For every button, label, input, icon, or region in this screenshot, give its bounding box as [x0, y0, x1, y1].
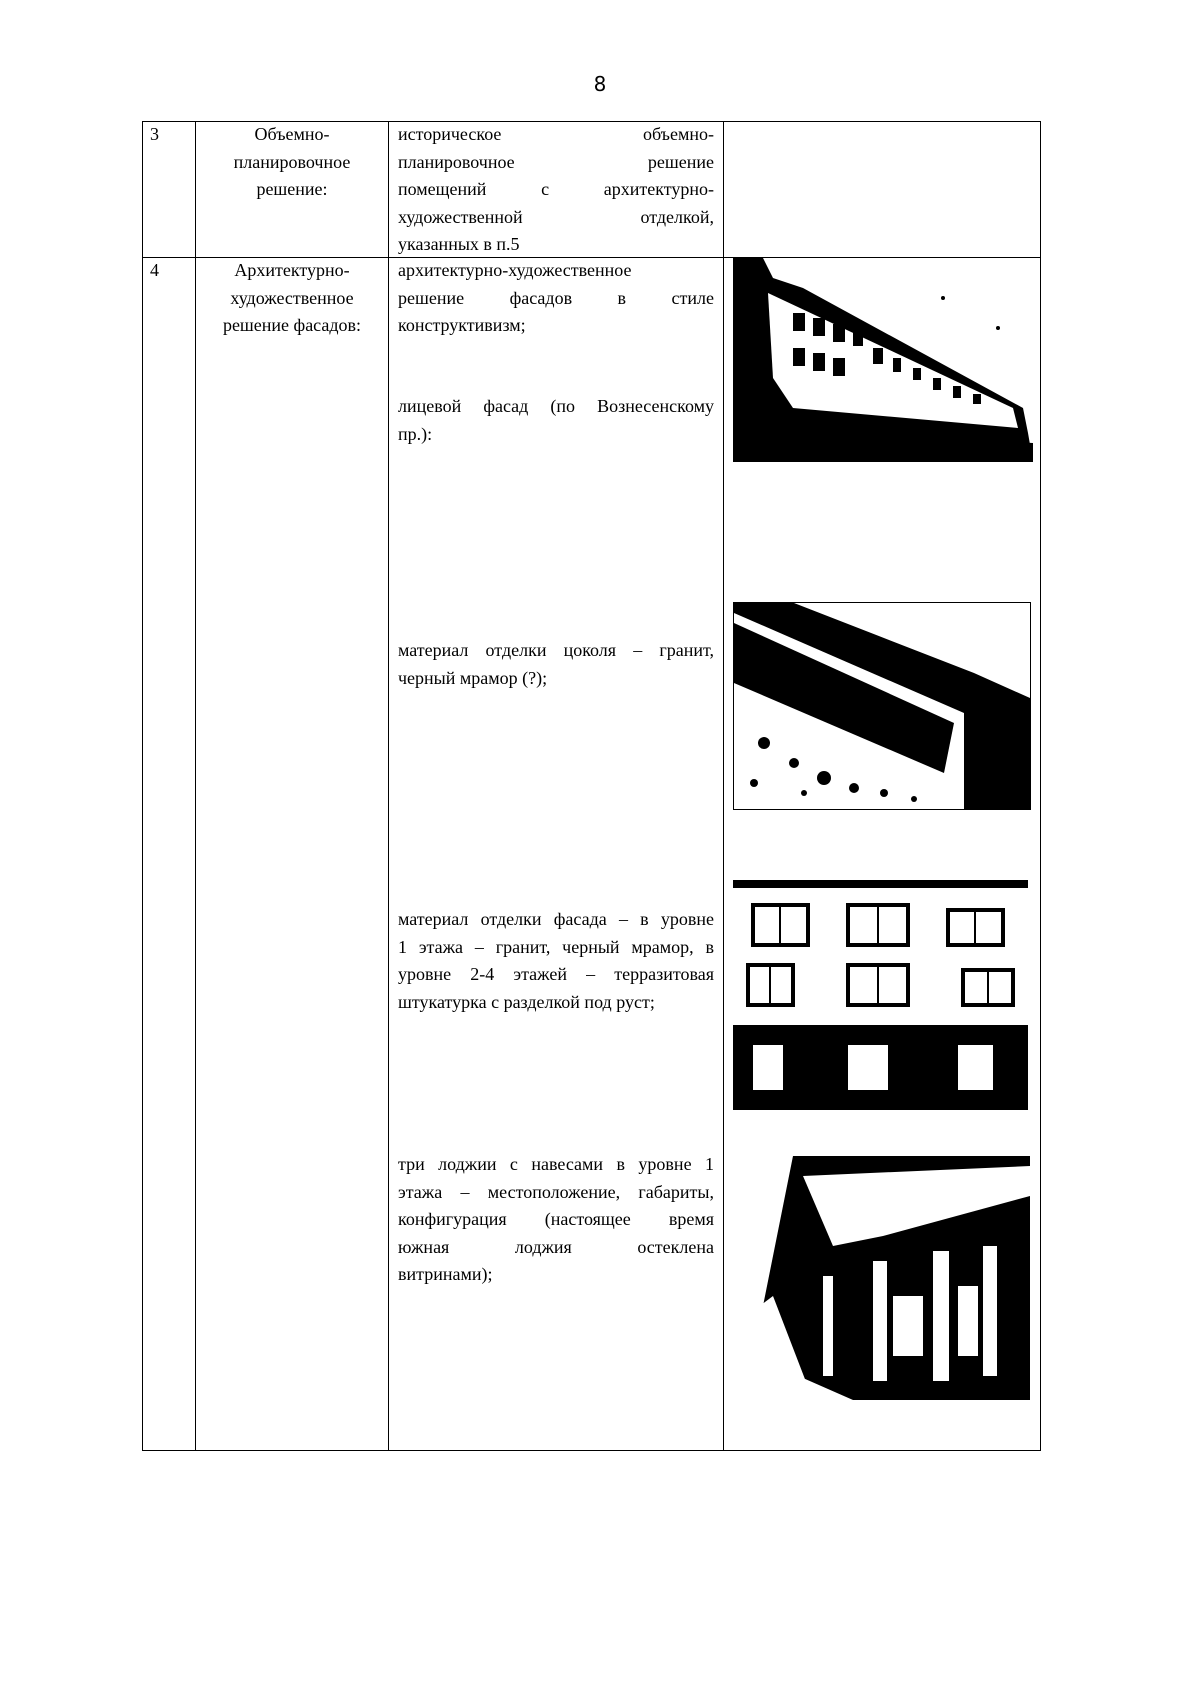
description-line: конструктивизм; [398, 315, 526, 335]
row-title-line: художественное [230, 287, 354, 308]
row-title-line: Архитектурно- [234, 260, 350, 280]
loggia-photo [733, 1156, 1030, 1400]
description-line: три лоджии с навесами в уровне 1 [398, 1154, 714, 1174]
description-line: планировочное решение [398, 151, 714, 172]
description-line: южная лоджия остеклена [398, 1236, 714, 1257]
plinth-detail-photo [733, 602, 1031, 810]
description-line: уровне 2-4 этажей – терразитовая [398, 964, 714, 984]
row-description [398, 121, 714, 259]
description-line: решение фасадов в стиле [398, 287, 714, 308]
facade-material-text [398, 906, 714, 1016]
building-perspective-photo [733, 258, 1033, 462]
column-divider [723, 121, 724, 1451]
page-number: 8 [593, 72, 607, 96]
row-title-line: планировочное [233, 151, 351, 172]
plinth-material-text [398, 637, 714, 692]
row-title [200, 121, 384, 204]
row-number: 3 [150, 124, 159, 144]
row-number: 4 [150, 260, 159, 280]
description-line: этажа – местоположение, габариты, [398, 1181, 714, 1202]
row-title-line: Объемно- [254, 124, 330, 144]
description-line: витринами); [398, 1264, 493, 1284]
description-line: помещений с архитектурно- [398, 179, 714, 199]
facade-windows-photo [733, 880, 1028, 1110]
column-divider [388, 121, 389, 1451]
row-title-line: решение фасадов: [222, 315, 362, 335]
description-line: материал отделки цоколя – гранит, [398, 640, 714, 660]
description-line: указанных в п.5 [398, 234, 520, 254]
loggia-text [398, 1151, 714, 1289]
facade-style-text [398, 257, 714, 340]
row-title [200, 257, 384, 340]
description-line: 1 этажа – гранит, черный мрамор, в [398, 936, 714, 957]
description-line: историческое объемно- [398, 124, 714, 144]
table-border-right [1040, 121, 1041, 1451]
description-line: лицевой фасад (по Вознесенскому [398, 396, 714, 416]
description-line: штукатурка с разделкой под руст; [398, 991, 655, 1012]
description-line: материал отделки фасада – в уровне [398, 909, 714, 929]
description-line: черный мрамор (?); [398, 667, 548, 688]
main-facade-text [398, 393, 714, 448]
table-border-left [142, 121, 143, 1451]
column-divider [195, 121, 196, 1451]
description-line: художественной отделкой, [398, 206, 714, 227]
row-title-line: решение: [256, 179, 328, 199]
description-line: пр.): [398, 423, 433, 444]
table-border-bottom [142, 1450, 1041, 1451]
description-line: конфигурация (настоящее время [398, 1209, 714, 1229]
description-line: архитектурно-художественное [398, 260, 632, 280]
